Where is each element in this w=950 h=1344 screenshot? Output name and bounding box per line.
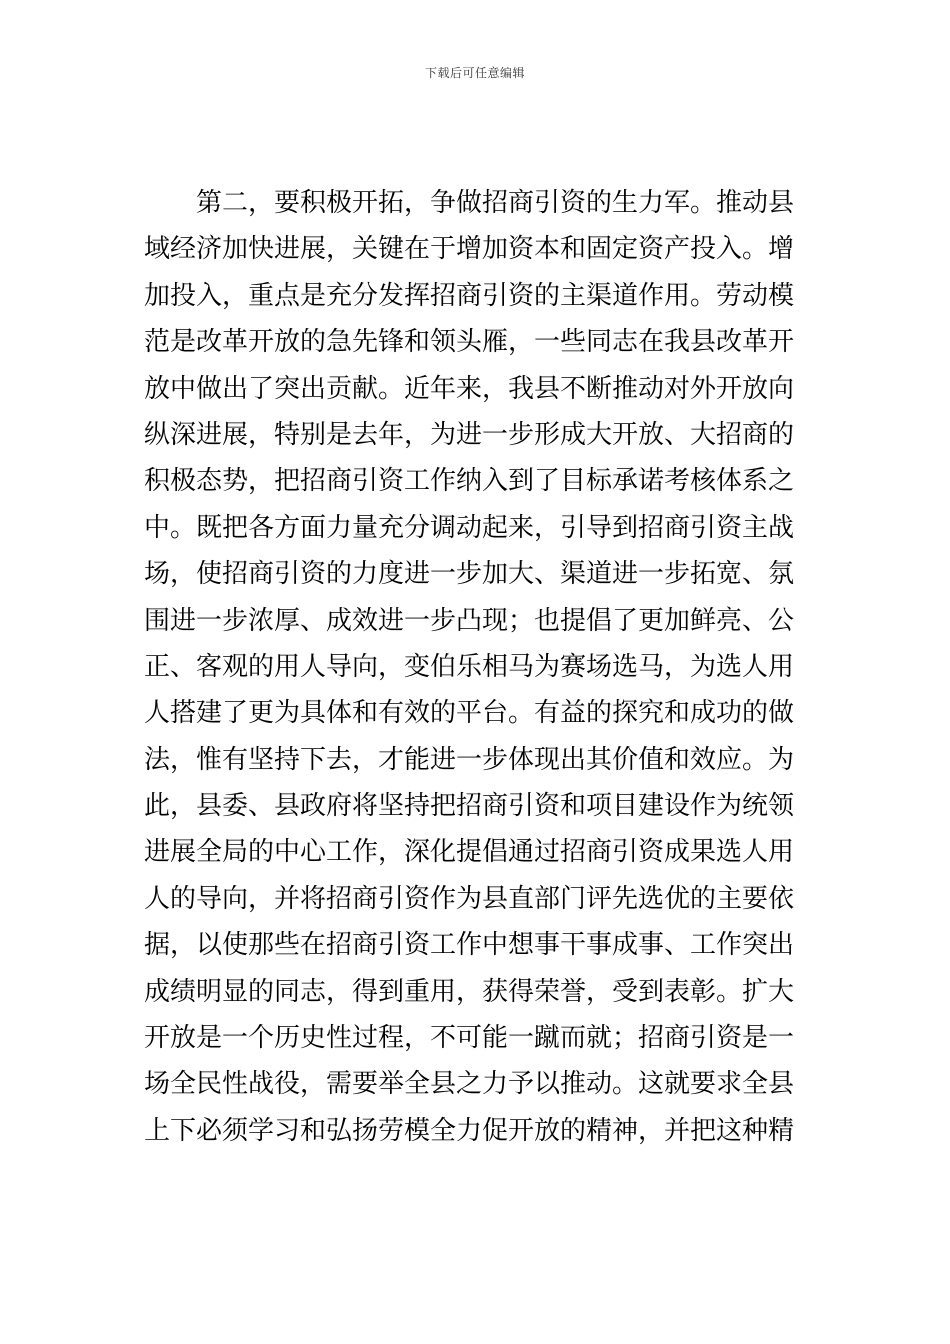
paragraph-line: 范是改革开放的急先锋和领头雁，一些同志在我县改革开 <box>144 327 795 358</box>
paragraph-line: 人的导向，并将招商引资作为县直部门评先选优的主要依 <box>144 883 795 914</box>
paragraph-line: 场，使招商引资的力度进一步加大、渠道进一步拓宽、氛 <box>144 559 795 590</box>
paragraph-line: 此，县委、县政府将坚持把招商引资和项目建设作为统领 <box>144 791 795 822</box>
paragraph <box>144 180 808 1154</box>
paragraph-line: 域经济加快进展，关键在于增加资本和固定资产投入。增 <box>144 234 795 265</box>
page-header: 下载后可任意编辑 <box>424 66 525 80</box>
paragraph-line: 上下必须学习和弘扬劳模全力促开放的精神，并把这种精 <box>144 1115 795 1146</box>
paragraph-line: 积极态势，把招商引资工作纳入到了目标承诺考核体系之 <box>144 466 795 497</box>
paragraph-line: 纵深进展，特别是去年，为进一步形成大开放、大招商的 <box>144 419 795 450</box>
paragraph-line: 加投入，重点是充分发挥招商引资的主渠道作用。劳动模 <box>144 280 795 311</box>
paragraph-line: 人搭建了更为具体和有效的平台。有益的探究和成功的做 <box>144 698 795 729</box>
paragraph-line: 第二，要积极开拓，争做招商引资的生力军。推动县 <box>196 188 795 218</box>
paragraph-line: 围进一步浓厚、成效进一步凸现；也提倡了更加鲜亮、公 <box>144 605 795 636</box>
paragraph-line: 中。既把各方面力量充分调动起来，引导到招商引资主战 <box>144 512 795 543</box>
paragraph-line: 场全民性战役，需要举全县之力予以推动。这就要求全县 <box>144 1069 795 1100</box>
paragraph-line: 成绩明显的同志，得到重用，获得荣誉，受到表彰。扩大 <box>144 976 795 1007</box>
paragraph-line: 正、客观的用人导向，变伯乐相马为赛场选马，为选人用 <box>144 651 795 682</box>
paragraph-line: 开放是一个历史性过程，不可能一蹴而就；招商引资是一 <box>144 1023 795 1054</box>
paragraph-line: 据，以使那些在招商引资工作中想事干事成事、工作突出 <box>144 930 795 961</box>
paragraph-line: 放中做出了突出贡献。近年来，我县不断推动对外开放向 <box>144 373 795 404</box>
paragraph-line: 进展全局的中心工作，深化提倡通过招商引资成果选人用 <box>144 837 795 868</box>
paragraph-line: 法，惟有坚持下去，才能进一步体现出其价值和效应。为 <box>144 744 795 775</box>
